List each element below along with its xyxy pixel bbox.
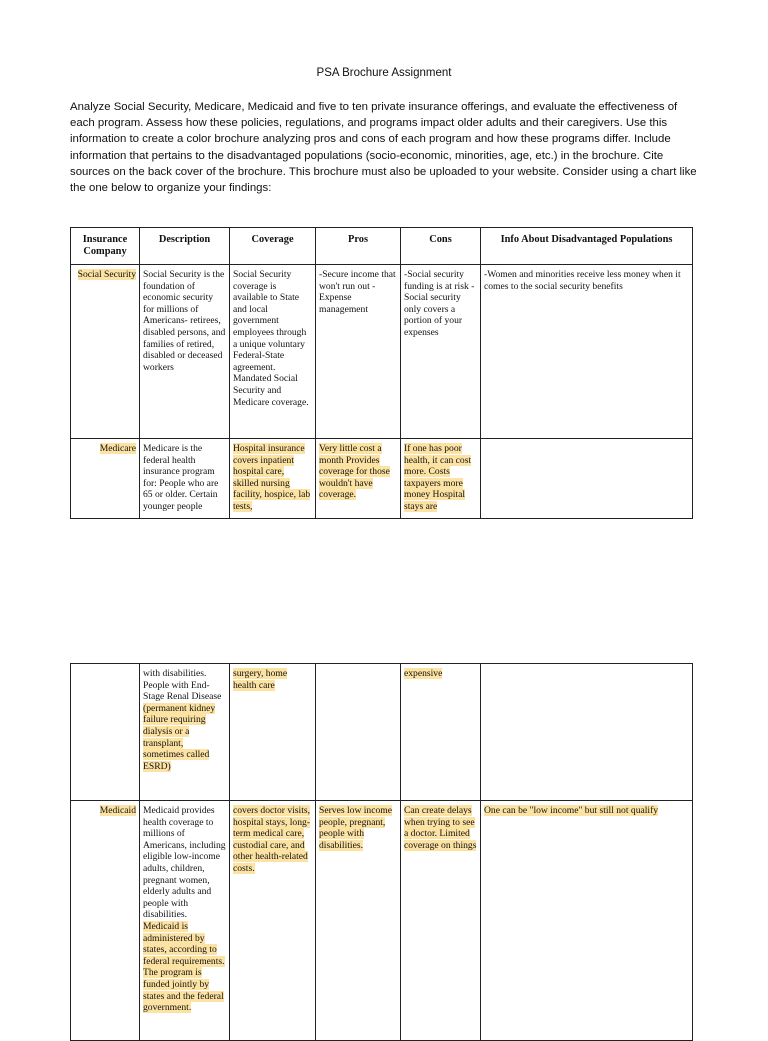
description-cell: Medicare is the federal health insurance program for: People who are 65 or older. Certain younger people: [140, 439, 230, 519]
info-text: One can be "low income" but still not qualify: [484, 805, 659, 816]
cons-text: If one has poor health, it can cost more. Costs taxpayers more money Hospital stays are: [404, 443, 472, 512]
description-highlight: (permanent kidney failure requiring dialysis or a transplant, sometimes called ESRD): [143, 702, 216, 772]
cons-text: expensive: [404, 668, 443, 679]
cons-cell: -Social security funding is at risk -Social security only covers a portion of your expenses: [401, 265, 481, 439]
pros-cell: -Secure income that won't run out -Expense management: [316, 265, 401, 439]
company-name: Medicare: [99, 443, 136, 454]
coverage-text: Hospital insurance covers inpatient hospital care, skilled nursing facility, hospice, lab tests,: [233, 443, 311, 512]
pros-cell: [316, 664, 401, 801]
coverage-text: covers doctor visits, hospital stays, long-term medical care, custodial care, and other health-related costs.: [233, 805, 311, 874]
coverage-cell: [230, 801, 316, 1041]
coverage-cell: [230, 439, 316, 519]
description-text: Medicaid provides health coverage to millions of Americans, including eligible low-income adults, children, pregnant women, elderly adults and people with disabilities.: [143, 805, 226, 921]
company-cell: [71, 664, 140, 801]
description-cell: [140, 801, 230, 1041]
company-name: Social Security: [77, 269, 136, 280]
findings-table-part-2: [70, 663, 693, 1041]
header-cons: Cons: [401, 228, 481, 265]
info-cell: [481, 801, 693, 1041]
company-name: Medicaid: [99, 805, 136, 816]
cons-cell: [401, 439, 481, 519]
coverage-text: surgery, home health care: [233, 668, 288, 691]
company-cell: [71, 439, 140, 519]
cons-cell: [401, 664, 481, 801]
table-header-row: [71, 228, 693, 265]
header-pros: Pros: [316, 228, 401, 265]
findings-table-part-1: [70, 227, 693, 519]
table-row-medicare-continued: [71, 664, 693, 801]
pros-text: Very little cost a month Provides coverage for those wouldn't have coverage.: [319, 443, 390, 501]
description-cell: [140, 664, 230, 801]
coverage-cell: Social Security coverage is available to State and local government employees through a unique voluntary Federal-State agreement. Mandated Social Security and Medicare coverage.: [230, 265, 316, 439]
company-cell: [71, 801, 140, 1041]
cons-text: Can create delays when trying to see a doctor. Limited coverage on things: [404, 805, 477, 851]
coverage-cell: [230, 664, 316, 801]
info-cell: [481, 664, 693, 801]
header-info: Info About Disadvantaged Populations: [481, 228, 693, 265]
pros-text: Serves low income people, pregnant, people with disabilities.: [319, 805, 393, 851]
table-row-social-security: [71, 265, 693, 439]
table-row-medicaid: [71, 801, 693, 1041]
pros-cell: [316, 801, 401, 1041]
company-cell: [71, 265, 140, 439]
header-description: Description: [140, 228, 230, 265]
header-company: Insurance Company: [71, 228, 140, 265]
info-cell: -Women and minorities receive less money when it comes to the social security benefits: [481, 265, 693, 439]
page-title: PSA Brochure Assignment: [316, 67, 452, 79]
cons-cell: [401, 801, 481, 1041]
assignment-instructions: Analyze Social Security, Medicare, Medicaid and five to ten private insurance offerings, and evaluate the effectiveness of each program. Assess how these policies, regulations, and programs impact older adults and their caregivers. Use this information to create a color brochure analyzing pros and cons of each program and how these programs differ. Include information that pertains to the disadvantaged populations (socio-economic, minorities, age, etc.) in the brochure. Cite sources on the back cover of the brochure. This brochure must also be uploaded to your website. Consider using a chart like the one below to organize your findings:: [70, 101, 697, 195]
description-text: with disabilities. People with End-Stage Renal Disease: [143, 668, 222, 703]
table-row-medicare: [71, 439, 693, 519]
description-cell: Social Security is the foundation of economic security for millions of Americans- retirees, disabled persons, and families of retired, disabled or deceased workers: [140, 265, 230, 439]
pros-cell: [316, 439, 401, 519]
description-highlight: Medicaid is administered by states, according to federal requirements. The program is funded jointly by states and the federal government.: [143, 920, 225, 1014]
info-cell: [481, 439, 693, 519]
header-coverage: Coverage: [230, 228, 316, 265]
